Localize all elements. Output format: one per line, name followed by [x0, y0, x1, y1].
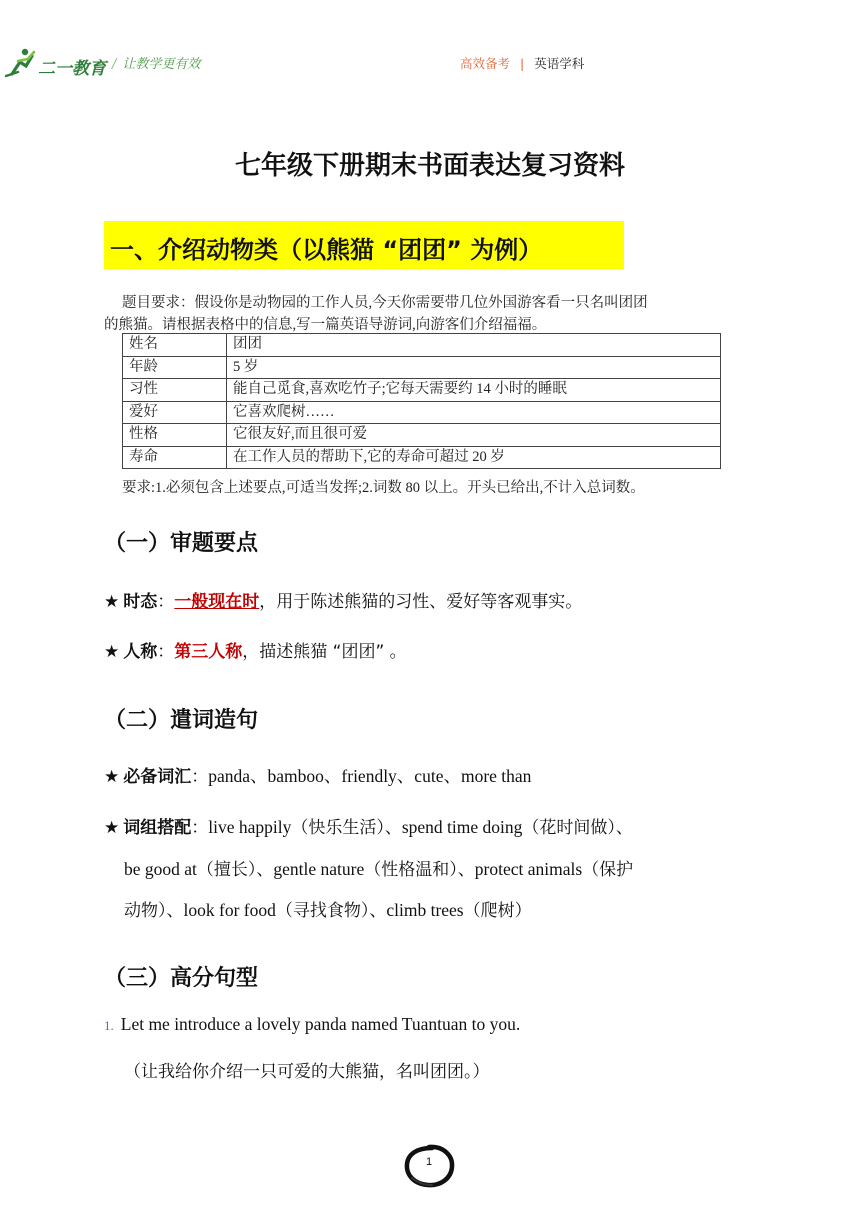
phrase-cn: （花时间做）、	[522, 818, 633, 838]
subheading-2: （二）遣词造句	[104, 708, 259, 733]
phrase-en: live happily	[208, 817, 292, 837]
table-row	[123, 334, 721, 357]
phrase-cn: 动物）、	[124, 901, 184, 921]
header-right-tag: 英语学科	[534, 56, 585, 71]
table-value: 5 岁	[227, 356, 721, 379]
tense-label: 时态	[123, 592, 158, 612]
tense-value: 一般现在时	[174, 592, 260, 612]
table-value: 它很友好,而且很可爱	[227, 424, 721, 447]
prompt-line-2: 的熊猫。请根据表格中的信息,写一篇英语导游词,向游客们介绍福福。	[104, 317, 547, 333]
table-row	[123, 446, 721, 469]
phrase-en: protect animals	[474, 859, 583, 879]
vocab-label: 必备词汇	[123, 767, 192, 787]
sentence-en: Let me introduce a lovely panda named Tuantuan to you.	[120, 1014, 521, 1034]
table-row	[123, 424, 721, 447]
requirement-text: 要求:1.必须包含上述要点,可适当发挥;2.词数 80 以上。开头已给出,不计入总词数。	[122, 480, 645, 496]
phrase-en: climb trees	[386, 900, 464, 920]
tense-point: ★ 时态：一般现在时，用于陈述熊猫的习性、爱好等客观事实。	[104, 592, 583, 612]
phrase-cn: （寻找食物）、	[275, 901, 387, 921]
table-key: 性格	[123, 424, 227, 447]
table-value: 它喜欢爬树……	[227, 401, 721, 424]
phrase-cn: （保护	[582, 860, 634, 880]
subheading-1: （一）审题要点	[104, 531, 259, 556]
phrase-en: be good at	[124, 859, 197, 879]
vocab-point: ★ 必备词汇：panda、bamboo、friendly、cute、more than	[104, 766, 532, 787]
header-separator: |	[520, 56, 525, 71]
section-banner	[104, 221, 624, 269]
phrase-label: 词组搭配	[123, 818, 192, 838]
page-number: 1	[425, 1156, 433, 1168]
table-key: 年龄	[123, 356, 227, 379]
phrase-line-3	[124, 896, 532, 921]
logo	[4, 44, 114, 80]
vocab-list: panda、bamboo、friendly、cute、more than	[208, 766, 532, 786]
header-tags	[460, 54, 584, 72]
phrase-cn: （快乐生活）、	[291, 818, 402, 838]
person-point: ★ 人称：第三人称，描述熊猫 “团团” 。	[104, 642, 407, 662]
table-key: 习性	[123, 379, 227, 402]
star-icon: ★	[104, 642, 120, 662]
phrase-line-2	[124, 855, 633, 880]
page-title: 七年级下册期末书面表达复习资料	[234, 151, 625, 181]
star-icon: ★	[104, 818, 120, 838]
table-value: 能自己觅食,喜欢吃竹子;它每天需要约 14 小时的睡眠	[227, 379, 721, 402]
phrase-en: look for food	[183, 900, 276, 920]
tense-rest: ，用于陈述熊猫的习性、爱好等客观事实。	[259, 592, 583, 612]
star-icon: ★	[104, 592, 120, 612]
table-key: 爱好	[123, 401, 227, 424]
sentence-item	[104, 1014, 520, 1035]
subheading-3: （三）高分句型	[104, 966, 259, 991]
prompt-line-1: 题目要求：假设你是动物园的工作人员,今天你需要带几位外国游客看一只名叫团团	[122, 295, 648, 311]
info-table	[122, 333, 721, 469]
star-icon: ★	[104, 767, 120, 787]
phrase-cn: （擅长）、	[196, 860, 274, 880]
person-value: 第三人称	[174, 642, 243, 662]
phrase-en: spend time doing	[401, 817, 523, 837]
table-row	[123, 356, 721, 379]
section-heading: 一、介绍动物类（以熊猫 “团团” 为例）	[110, 236, 543, 264]
phrase-en: gentle nature	[273, 859, 365, 879]
phrase-point: ★ 词组搭配：live happily（快乐生活）、spend time doing（花时间做）、	[104, 817, 633, 838]
table-key: 寿命	[123, 446, 227, 469]
table-key: 姓名	[123, 334, 227, 357]
phrase-cn: （性格温和）、	[364, 860, 475, 880]
sentence-number: 1.	[104, 1018, 114, 1033]
table-row	[123, 379, 721, 402]
table-value: 团团	[227, 334, 721, 357]
person-label: 人称	[123, 642, 158, 662]
phrase-cn: （爬树）	[463, 901, 532, 921]
header-slogan: / 让教学更有效	[112, 57, 201, 72]
header-left-tag: 高效备考	[460, 56, 511, 71]
sentence-translation: （让我给你介绍一只可爱的大熊猫，名叫团团。）	[124, 1062, 490, 1082]
person-rest: ，描述熊猫 “团团” 。	[242, 642, 407, 662]
table-row	[123, 401, 721, 424]
logo-text: 二一教育	[38, 59, 106, 79]
table-value: 在工作人员的帮助下,它的寿命可超过 20 岁	[227, 446, 721, 469]
